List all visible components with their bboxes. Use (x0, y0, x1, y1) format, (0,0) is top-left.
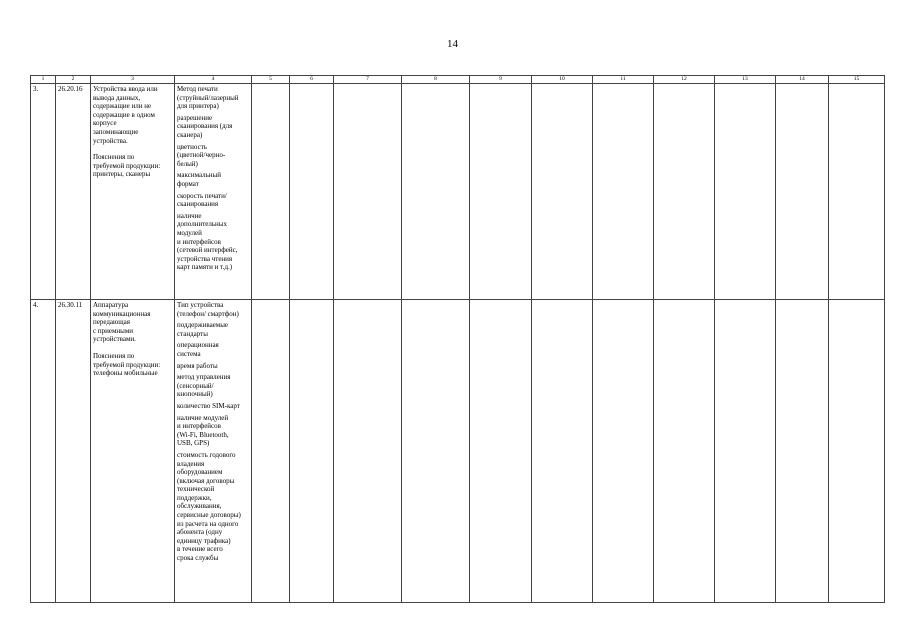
column-header: 9 (470, 76, 532, 84)
characteristic-item: поддерживаемые стандарты (177, 321, 229, 338)
empty-cell (829, 300, 885, 603)
empty-cell (532, 300, 593, 603)
row-number: 4. (31, 300, 56, 603)
characteristic-item: Метод печати (струйный/лазерный для принтера) (177, 85, 239, 111)
empty-cell (593, 300, 654, 603)
column-header: 12 (654, 76, 715, 84)
column-header: 6 (290, 76, 334, 84)
empty-cell (334, 84, 402, 300)
characteristic-item: максимальный формат (177, 171, 221, 188)
product-note: Пояснения по требуемой продукции: принтеры, сканеры (93, 153, 161, 179)
product-name: Аппаратура коммуникационная передающая с приемными устройствами. (93, 301, 151, 344)
empty-cell (402, 84, 470, 300)
column-header: 3 (91, 76, 175, 84)
characteristics-cell (175, 300, 252, 603)
characteristic-item: наличие дополнительных модулей и интерфейсов (сетевой интерфейс, устройства чтения карт памяти и т.д.) (177, 211, 238, 272)
characteristic-item: метод управления (сенсорный/ кнопочный) (177, 373, 231, 399)
requirements-table (30, 75, 885, 603)
product-name: Устройства ввода или вывода данных, содержащие или не содержащие в одном корпусе запоминающие устройства. (93, 85, 158, 145)
empty-cell (654, 300, 715, 603)
characteristic-item: цветность (цветной/черно- белый) (177, 142, 226, 168)
empty-cell (654, 84, 715, 300)
characteristic-item: наличие модулей и интерфейсов (Wi-Fi, Bluetooth, USB, GPS) (177, 413, 229, 448)
column-header: 5 (252, 76, 290, 84)
table-row (31, 84, 885, 300)
empty-cell (470, 300, 532, 603)
column-header: 10 (532, 76, 593, 84)
empty-cell (252, 300, 290, 603)
table-row (31, 300, 885, 603)
column-header: 1 (31, 76, 56, 84)
column-header: 14 (776, 76, 829, 84)
characteristic-item: скорость печати/ сканирования (177, 191, 227, 209)
column-header: 7 (334, 76, 402, 84)
column-header: 4 (175, 76, 252, 84)
empty-cell (470, 84, 532, 300)
empty-cell (715, 300, 776, 603)
product-name-cell (91, 300, 175, 603)
characteristic-item: стоимость годового владения оборудованием (включая договоры технической поддержки, обслуживания, сервисные договоры) из расчета на одного абонента (одну единицу трафика) в течение всего срока службы (177, 450, 241, 563)
column-header: 15 (829, 76, 885, 84)
empty-cell (402, 300, 470, 603)
empty-cell (290, 84, 334, 300)
empty-cell (829, 84, 885, 300)
column-header: 2 (56, 76, 91, 84)
characteristic-item: время работы (177, 361, 218, 370)
empty-cell (532, 84, 593, 300)
characteristic-item: Тип устройства (телефон/ смартфон) (177, 301, 239, 318)
empty-cell (290, 300, 334, 603)
empty-cell (776, 84, 829, 300)
product-note: Пояснения по требуемой продукции: телефоны мобильные (93, 351, 161, 378)
okpd-code: 26.20.16 (56, 84, 91, 300)
column-header: 8 (402, 76, 470, 84)
row-number: 3. (31, 84, 56, 300)
empty-cell (715, 84, 776, 300)
empty-cell (252, 84, 290, 300)
okpd-code: 26.30.11 (56, 300, 91, 603)
column-header: 11 (593, 76, 654, 84)
empty-cell (776, 300, 829, 603)
empty-cell (593, 84, 654, 300)
column-header: 13 (715, 76, 776, 84)
page-number: 14 (447, 38, 458, 50)
empty-cell (334, 300, 402, 603)
characteristic-item: операционная система (177, 341, 219, 358)
header-row (31, 76, 885, 84)
characteristic-item: разрешение сканирования (для сканера) (177, 113, 233, 139)
product-name-cell (91, 84, 175, 300)
characteristic-item: количество SIM-карт (177, 401, 240, 410)
characteristics-cell (175, 84, 252, 300)
